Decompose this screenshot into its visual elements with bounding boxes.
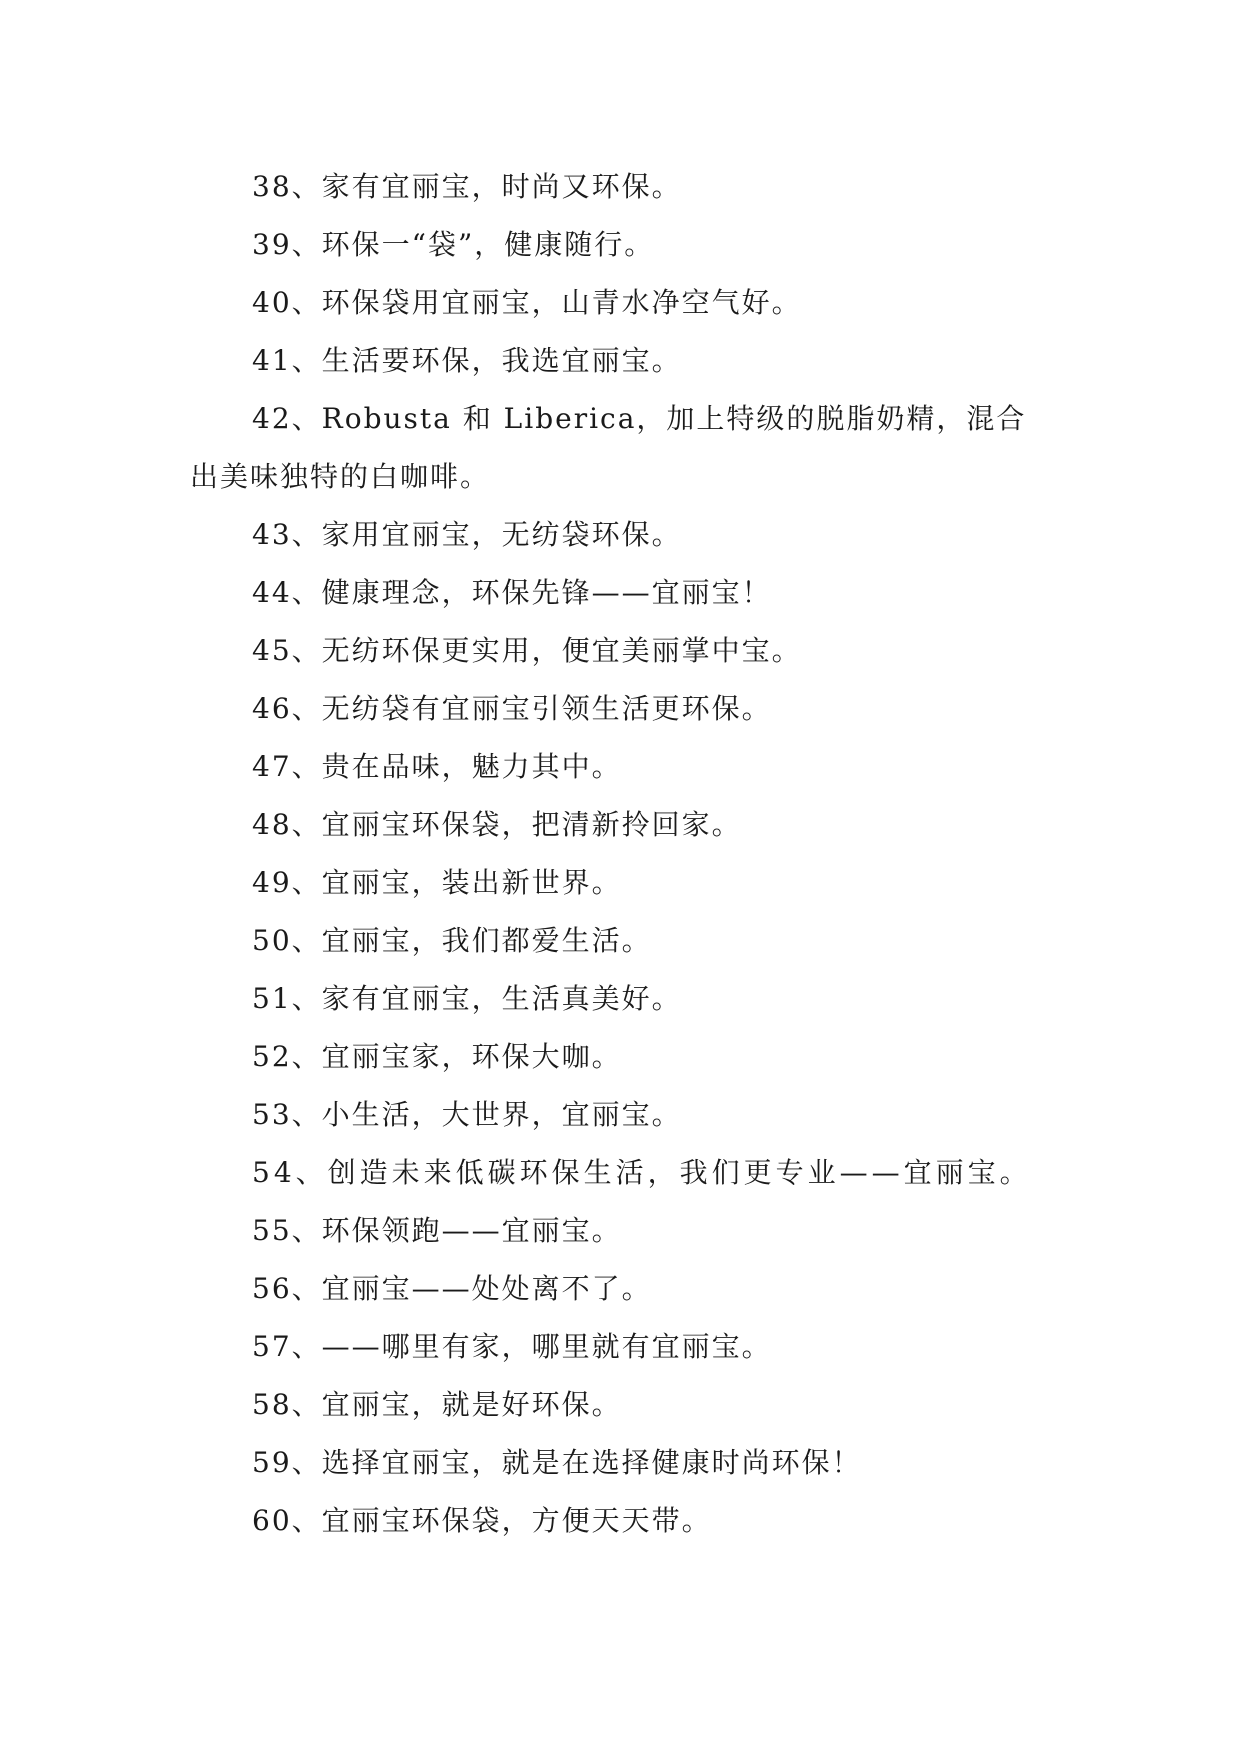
item-text: 宜丽宝，就是好环保。 (321, 1388, 622, 1421)
list-item (190, 1376, 1070, 1434)
item-number: 52、 (252, 1040, 322, 1073)
item-text: 环保袋用宜丽宝，山青水净空气好。 (321, 286, 802, 319)
list-item (190, 158, 1070, 216)
list-item (190, 622, 1070, 680)
item-number: 48、 (252, 808, 322, 841)
list-item (190, 1318, 1070, 1376)
list-item (190, 796, 1070, 854)
item-text: 家有宜丽宝，生活真美好。 (321, 982, 682, 1015)
list-item (190, 332, 1070, 390)
list-item (190, 1028, 1070, 1086)
item-text: 无纺环保更实用，便宜美丽掌中宝。 (321, 634, 802, 667)
item-text: 宜丽宝，我们都爱生活。 (321, 924, 652, 957)
item-text: 环保一“袋”，健康随行。 (321, 228, 655, 261)
item-number: 47、 (252, 750, 322, 783)
list-item (190, 680, 1070, 738)
item-text: 选择宜丽宝，就是在选择健康时尚环保！ (321, 1446, 862, 1479)
list-item (190, 970, 1070, 1028)
list-item (190, 390, 1070, 506)
list-item (190, 854, 1070, 912)
list-item (190, 1202, 1070, 1260)
item-number: 43、 (252, 518, 322, 551)
item-text: 宜丽宝家，环保大咖。 (321, 1040, 622, 1073)
item-number: 45、 (252, 634, 322, 667)
item-text: 家有宜丽宝，时尚又环保。 (321, 170, 682, 203)
list-item (190, 274, 1070, 332)
list-item (190, 738, 1070, 796)
item-text: Robusta 和 Liberica，加上特级的脱脂奶精，混合 (321, 402, 1027, 435)
item-number: 51、 (252, 982, 322, 1015)
item-number: 59、 (252, 1446, 322, 1479)
item-text: ——哪里有家，哪里就有宜丽宝。 (321, 1330, 772, 1363)
item-number: 50、 (252, 924, 322, 957)
item-text: 健康理念，环保先锋——宜丽宝！ (321, 576, 772, 609)
item-number: 53、 (252, 1098, 322, 1131)
list-item (190, 1260, 1070, 1318)
item-number: 56、 (252, 1272, 322, 1305)
item-text: 生活要环保，我选宜丽宝。 (321, 344, 682, 377)
item-text: 宜丽宝环保袋，方便天天带。 (321, 1504, 712, 1537)
item-number: 42、 (252, 402, 322, 435)
item-text: 家用宜丽宝，无纺袋环保。 (321, 518, 682, 551)
item-number: 60、 (252, 1504, 322, 1537)
list-item (190, 216, 1070, 274)
list-item (190, 564, 1070, 622)
item-text: 贵在品味，魅力其中。 (321, 750, 622, 783)
item-text: 小生活，大世界，宜丽宝。 (321, 1098, 682, 1131)
item-number: 40、 (252, 286, 322, 319)
item-number: 54、 (252, 1156, 328, 1189)
item-text: 宜丽宝，装出新世界。 (321, 866, 622, 899)
item-number: 57、 (252, 1330, 322, 1363)
list-item (190, 1492, 1070, 1550)
slogan-list (190, 158, 1070, 1550)
item-text: 无纺袋有宜丽宝引领生活更环保。 (321, 692, 772, 725)
item-number: 46、 (252, 692, 322, 725)
item-text-continuation: 出美味独特的白咖啡。 (190, 460, 491, 493)
item-number: 55、 (252, 1214, 322, 1247)
list-item (190, 1144, 1070, 1202)
item-number: 39、 (252, 228, 322, 261)
item-text: 创造未来低碳环保生活，我们更专业——宜丽宝。 (327, 1156, 1032, 1189)
item-number: 44、 (252, 576, 322, 609)
list-item (190, 506, 1070, 564)
list-item (190, 912, 1070, 970)
list-item (190, 1434, 1070, 1492)
item-number: 38、 (252, 170, 322, 203)
item-text: 环保领跑——宜丽宝。 (321, 1214, 622, 1247)
item-text: 宜丽宝——处处离不了。 (321, 1272, 652, 1305)
item-number: 49、 (252, 866, 322, 899)
list-item (190, 1086, 1070, 1144)
item-number: 41、 (252, 344, 322, 377)
item-number: 58、 (252, 1388, 322, 1421)
item-text: 宜丽宝环保袋，把清新拎回家。 (321, 808, 742, 841)
